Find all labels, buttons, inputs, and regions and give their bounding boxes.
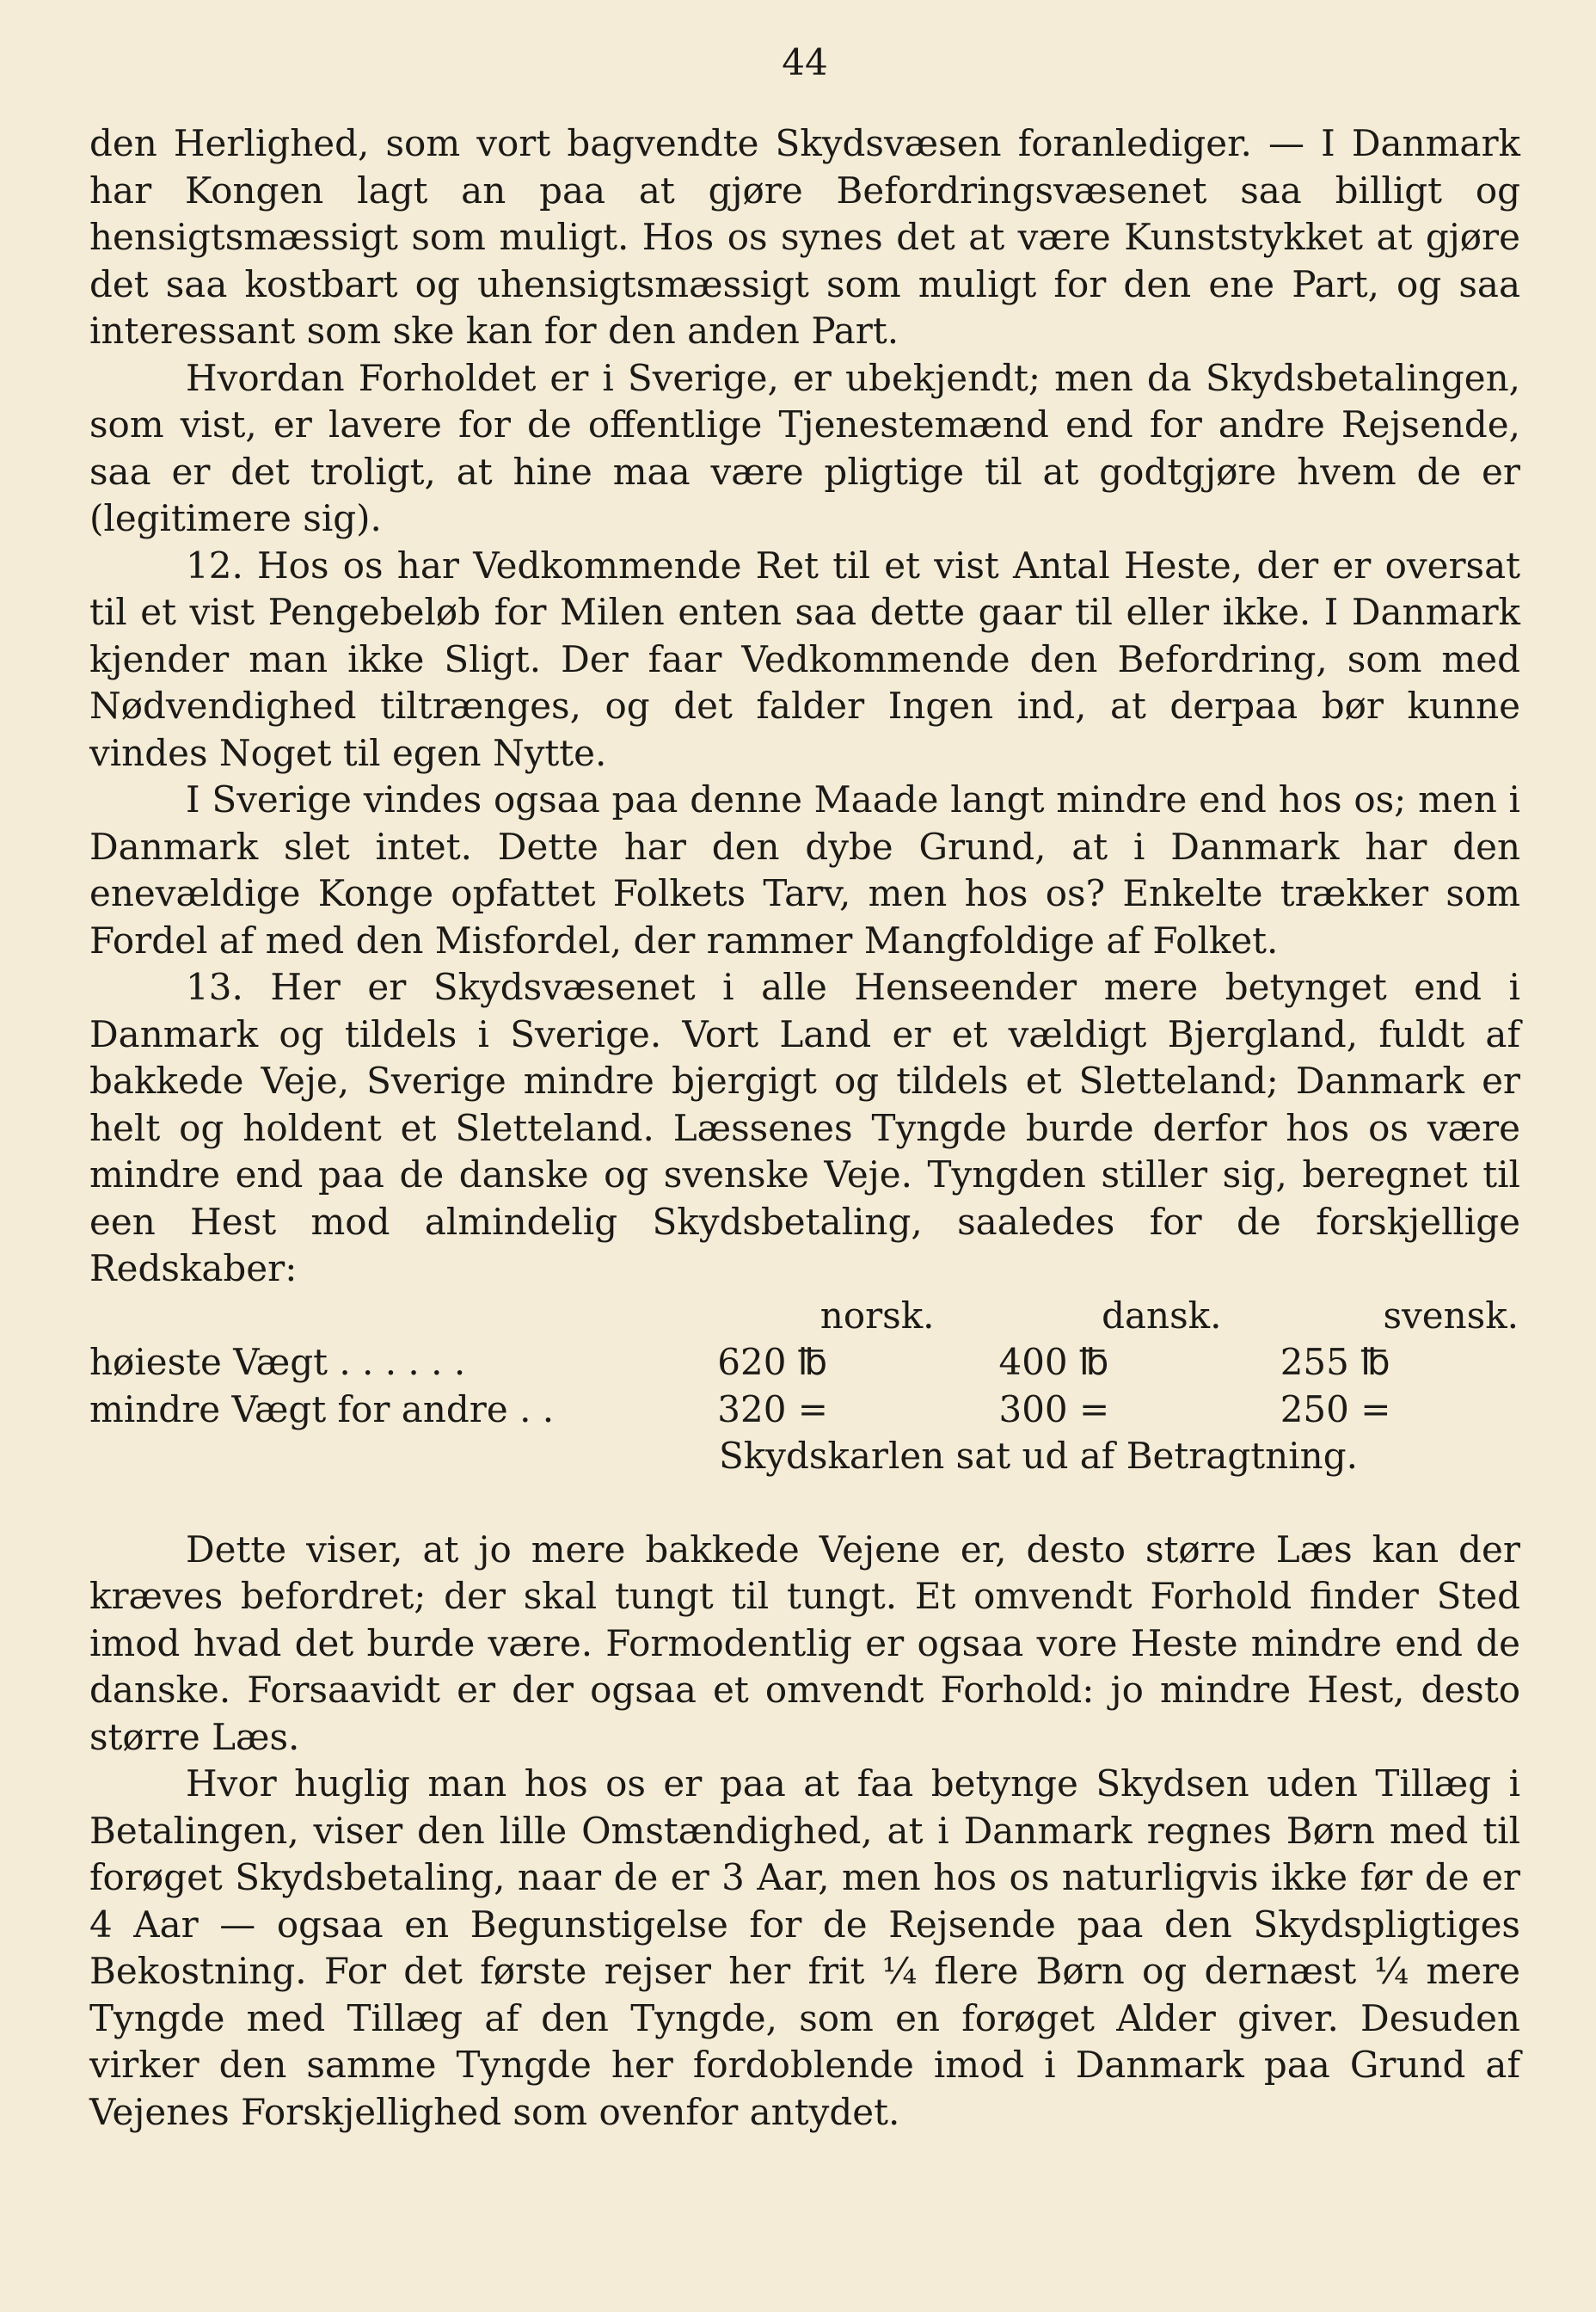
table-caption: Skydskarlen sat ud af Betragtning. <box>719 1435 1358 1477</box>
paragraph: Dette viser, at jo mere bakkede Vejene er, desto større Læs kan der kræves befordret; der skal tungt til tungt. Et omvendt Forhold finder Sted imod hvad det burde være. Formodentlig er ogsaa vore Heste mindre end de danske. Forsaavidt er der ogsaa et omvendt Forhold: jo mindre Hest, desto større Læs. <box>89 1528 1520 1758</box>
paragraph: 12. Hos os har Vedkommende Ret til et vist Antal Heste, der er oversat til et vist Pengebeløb for Milen enten saa dette gaar til eller ikke. I Danmark kjender man ikke Sligt. Der faar Vedkommende den Befordring, som med Nødvendighed tiltrænges, og det falder Ingen ind, at derpaa bør kunne vindes Noget til egen Nytte. <box>89 544 1520 774</box>
paragraph: I Sverige vindes ogsaa paa denne Maade langt mindre end hos os; men i Danmark slet intet. Dette har den dybe Grund, at i Danmark har den enevældige Konge opfattet Folkets Tarv, men hos os? Enkelte trækker som Fordel af med den Misfordel, der rammer Mangfoldige af Folket. <box>89 778 1520 962</box>
spacer <box>89 1480 1520 1527</box>
paragraph: Hvordan Forholdet er i Sverige, er ubekjendt; men da Skydsbetalingen, som vist, er lavere for de offentlige Tjenestemænd end for andre Rejsende, saa er det troligt, at hine maa være pligtige til at godtgjøre hvem de er (legitimere sig). <box>89 356 1520 539</box>
table-row <box>89 1387 1520 1434</box>
paragraph: 13. Her er Skydsvæsenet i alle Henseender mere betynget end i Danmark og tildels i Sverige. Vort Land er et vældigt Bjergland, fuldt af bakkede Veje, Sverige mindre bjergigt og tildels et Sletteland; Danmark er helt og holdent et Sletteland. Læssenes Tyngde burde derfor hos os være mindre end paa de danske og svenske Veje. Tyngden stiller sig, beregnet til een Hest mod almindelig Skydsbetaling, saaledes for de forskjellige Redskaber: <box>89 966 1520 1289</box>
table-cell-norsk: 320 = <box>717 1387 828 1430</box>
page-number: 44 <box>782 41 828 83</box>
text-block-top <box>89 120 1520 1293</box>
table-header-svensk: svensk. <box>1383 1294 1519 1337</box>
table-header-dansk: dansk. <box>1102 1294 1222 1337</box>
table-cell-dansk: 300 = <box>998 1387 1110 1430</box>
table-cell-dansk: 400 ℔ <box>998 1341 1109 1383</box>
table-cell-svensk: 255 ℔ <box>1280 1341 1390 1383</box>
table-cell-svensk: 250 = <box>1280 1387 1391 1430</box>
table-header-norsk: norsk. <box>819 1294 935 1337</box>
table-cell-norsk: 620 ℔ <box>717 1341 828 1383</box>
weight-table <box>89 1293 1520 1480</box>
paragraph: Hvor huglig man hos os er paa at faa betynge Skydsen uden Tillæg i Betalingen, viser den lille Omstændighed, at i Danmark regnes Børn med til forøget Skydsbetaling, naar de er 3 Aar, men hos os naturligvis ikke før de er 4 Aar — ogsaa en Begunstigelse for de Rejsende paa den Skydspligtiges Bekostning. For det første rejser her frit ¼ flere Børn og dernæst ¼ mere Tyngde med Tillæg af den Tyngde, som en forøget Alder giver. Desuden virker den samme Tyngde her fordoblende imod i Danmark paa Grund af Vejenes Forskjellighed som ovenfor antydet. <box>89 1762 1520 2133</box>
text-block-bottom <box>89 1527 1520 2137</box>
table-row-label: mindre Vægt for andre . . <box>89 1387 555 1430</box>
table-header-row <box>89 1293 1520 1340</box>
table-row-label: høieste Vægt . . . . . . <box>89 1341 466 1383</box>
paragraph: den Herlighed, som vort bagvendte Skydsvæsen foranlediger. — I Danmark har Kongen lagt an paa at gjøre Befordringsvæsenet saa billigt og hensigtsmæssigt som muligt. Hos os synes det at være Kunststykket at gjøre det saa kostbart og uhensigtsmæssigt som muligt for den ene Part, og saa interessant som ske kan for den anden Part. <box>89 122 1520 352</box>
table-row <box>89 1339 1520 1387</box>
